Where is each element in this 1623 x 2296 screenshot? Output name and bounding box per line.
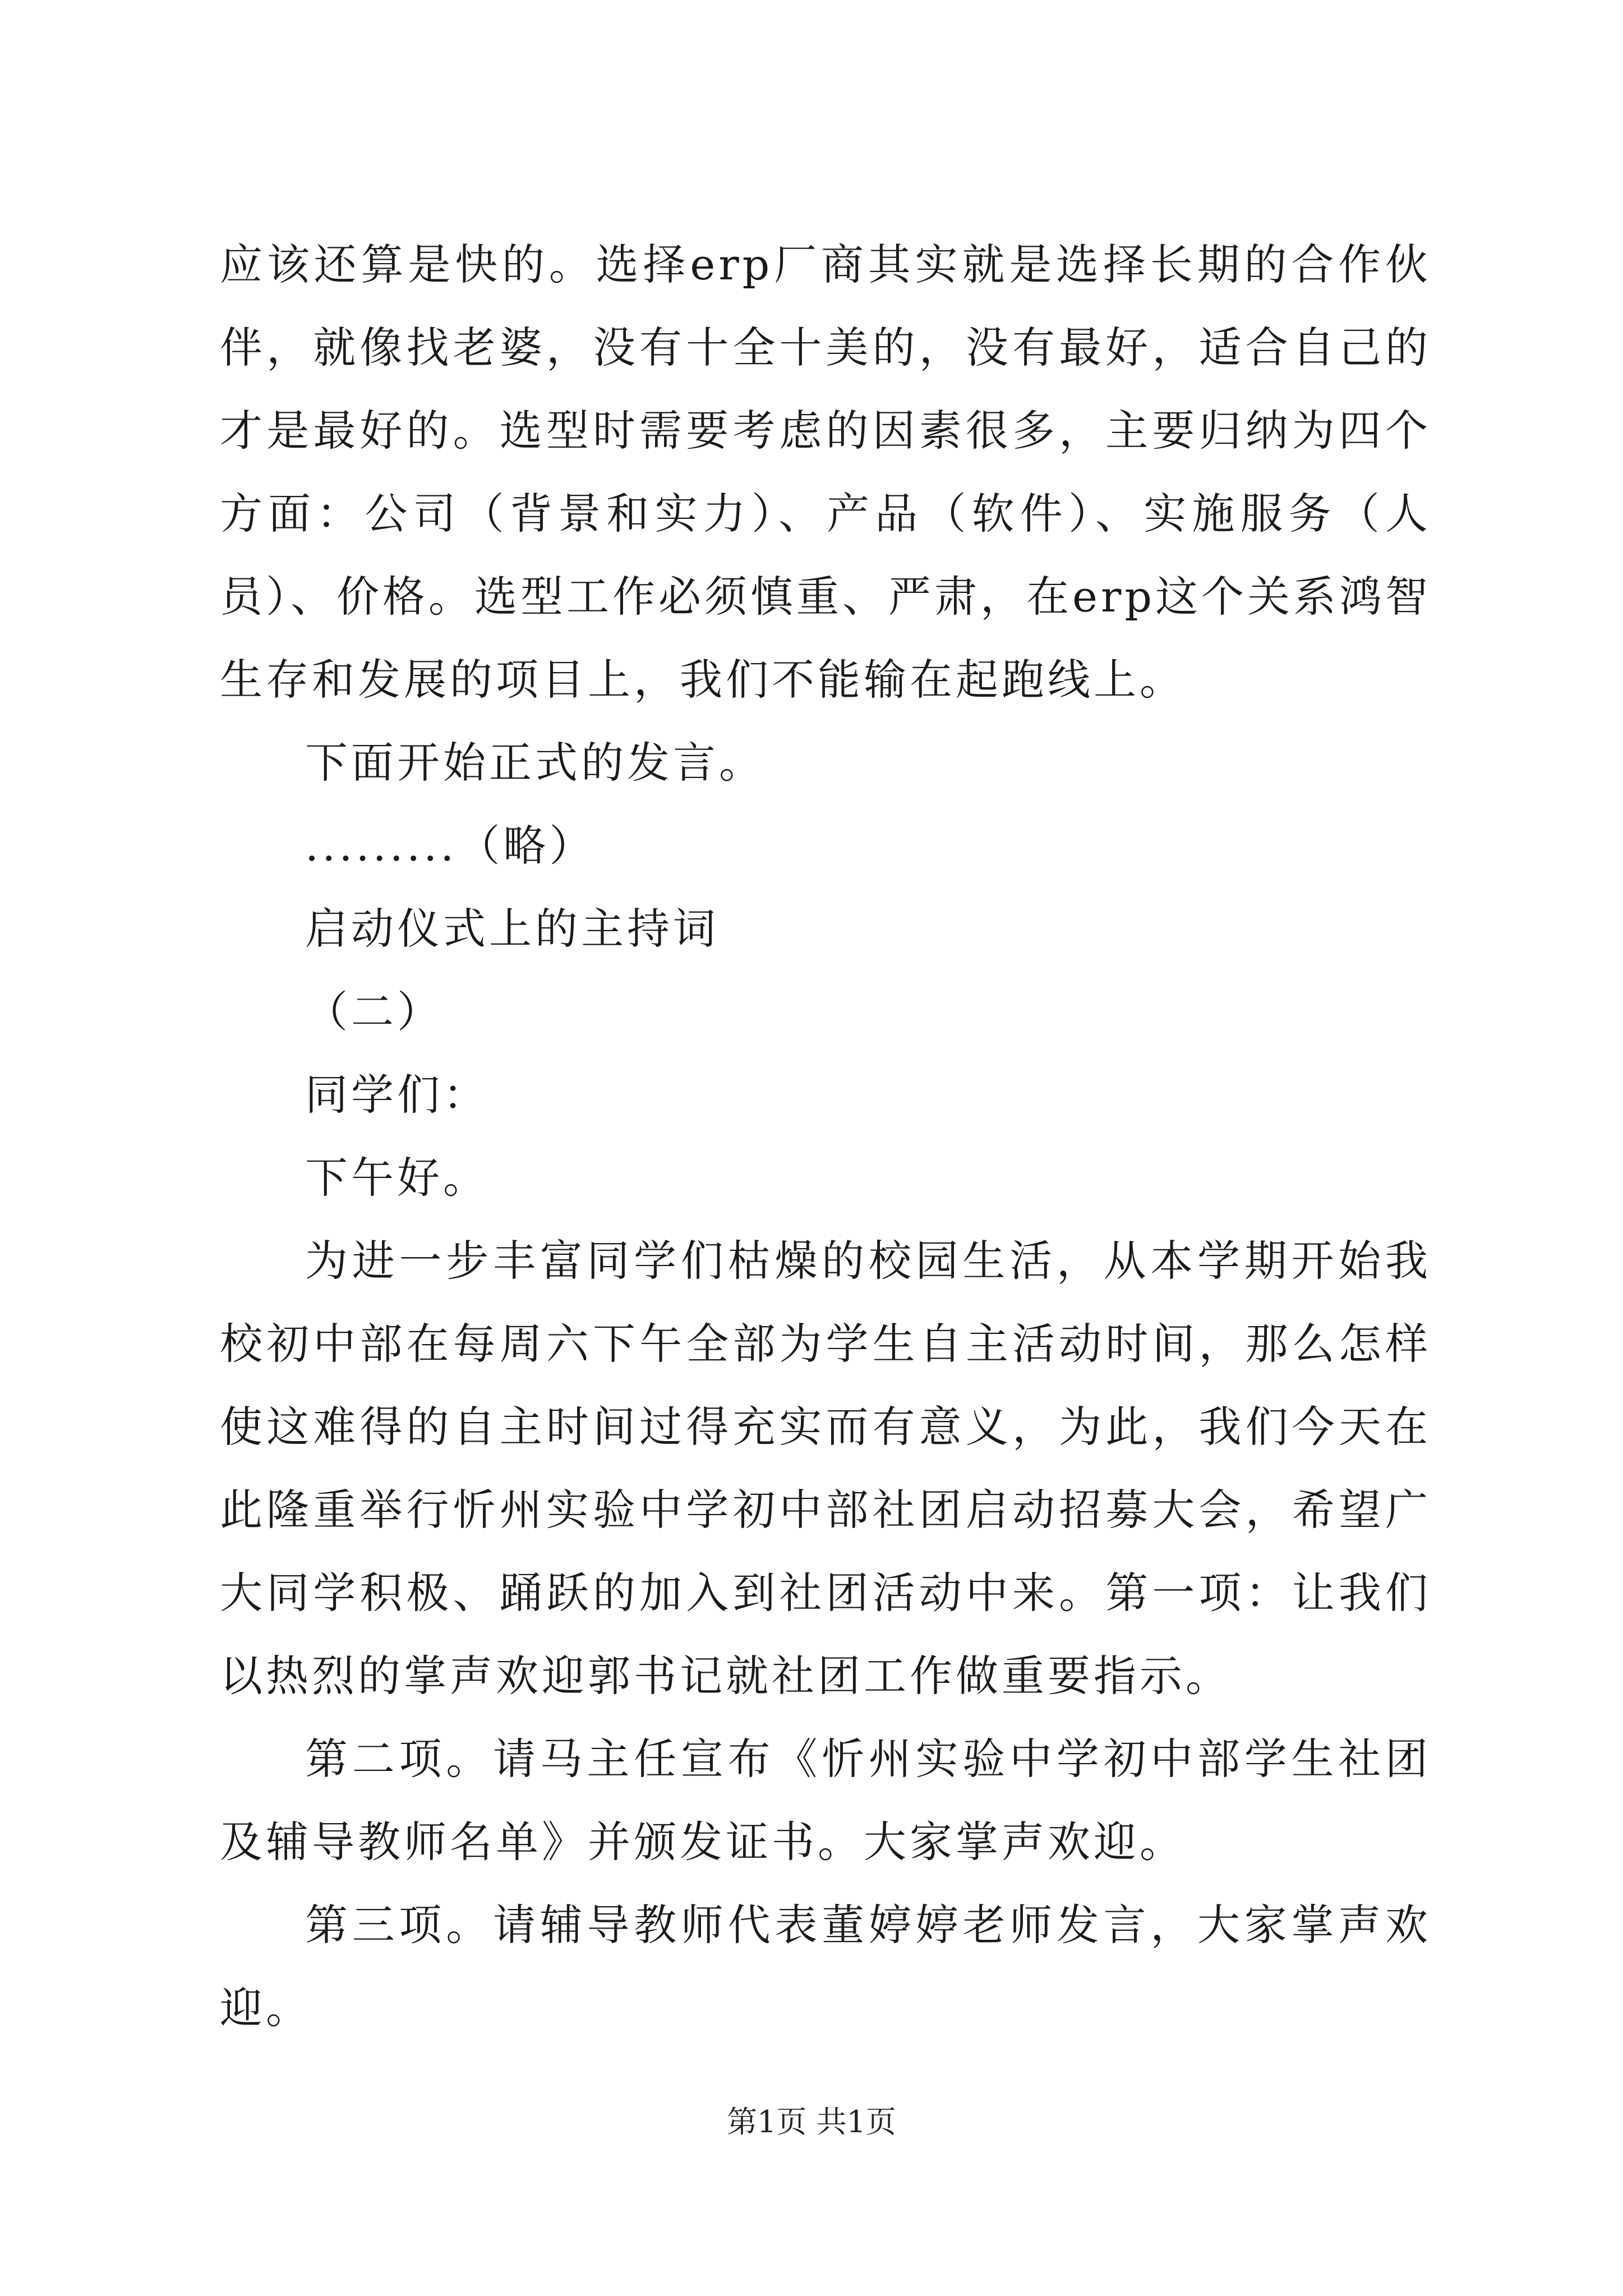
paragraph-item-two: 第二项。请马主任宣布《忻州实验中学初中部学生社团及辅导教师名单》并颁发证书。大家掌声欢迎。 bbox=[220, 1734, 1431, 1867]
paragraph-continuation: 应该还算是快的。选择erp厂商其实就是选择长期的合作伙伴，就像找老婆，没有十全十美的，没有最好，适合自己的才是最好的。选型时需要考虑的因素很多，主要归纳为四个方面：公司（背景和实力）、产品（软件）、实施服务（人员）、价格。选型工作必须慎重、严肃，在erp这个关系鸿智生存和发展的项目上，我们不能输在起跑线上。 bbox=[220, 240, 1431, 705]
section-number: （二） bbox=[305, 987, 443, 1037]
paragraph-item-three: 第三项。请辅导教师代表董婷婷老师发言，大家掌声欢迎。 bbox=[220, 1900, 1431, 2033]
section-title: 启动仪式上的主持词 bbox=[305, 904, 719, 954]
page-number: 第1页 共1页 bbox=[727, 2104, 896, 2139]
greeting: 下午好。 bbox=[305, 1153, 489, 1203]
document-body bbox=[220, 223, 1431, 2050]
salutation: 同学们： bbox=[305, 1070, 489, 1120]
paragraph-intro: 为进一步丰富同学们枯燥的校园生活，从本学期开始我校初中部在每周六下午全部为学生自主活动时间，那么怎样使这难得的自主时间过得充实而有意义，为此，我们今天在此隆重举行忻州实验中学初中部社团启动招募大会，希望广大同学积极、踊跃的加入到社团活动中来。第一项：让我们以热烈的掌声欢迎郭书记就社团工作做重要指示。 bbox=[220, 1236, 1431, 1701]
page-footer bbox=[0, 2102, 1623, 2142]
paragraph-omitted: .........（略） bbox=[305, 821, 596, 871]
paragraph-speech-start: 下面开始正式的发言。 bbox=[305, 738, 765, 788]
